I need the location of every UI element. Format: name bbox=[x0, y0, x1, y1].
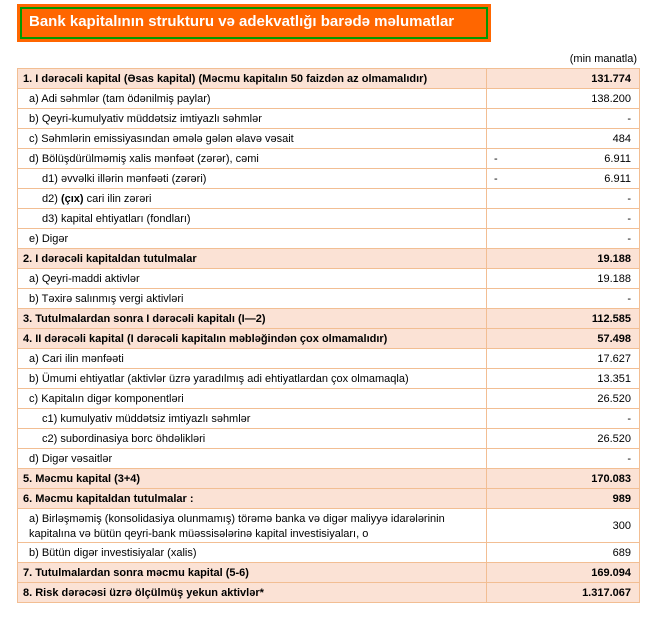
row-amount: 19.188 bbox=[597, 272, 631, 285]
row-amount: 26.520 bbox=[597, 392, 631, 405]
row-amount: - bbox=[627, 232, 631, 245]
table-row bbox=[18, 389, 639, 409]
table-row bbox=[18, 229, 639, 249]
minus-sign: - bbox=[494, 152, 498, 165]
row-value bbox=[487, 409, 639, 428]
capital-table bbox=[17, 68, 640, 603]
row-label: d) Bölüşdürülməmiş xalis mənfəət (zərər), cəmi bbox=[18, 149, 487, 168]
row-amount: 169.094 bbox=[591, 566, 631, 579]
row-amount: 300 bbox=[612, 519, 631, 532]
row-value bbox=[487, 583, 639, 602]
row-label: 4. II dərəcəli kapital (I dərəcəli kapitalın məbləğindən çox olmamalıdır) bbox=[18, 329, 487, 348]
row-amount: 484 bbox=[612, 132, 631, 145]
row-value bbox=[487, 149, 639, 168]
table-row bbox=[18, 409, 639, 429]
table-row bbox=[18, 543, 639, 563]
row-value bbox=[487, 449, 639, 468]
row-label: c2) subordinasiya borc öhdəlikləri bbox=[18, 429, 487, 448]
row-label: 8. Risk dərəcəsi üzrə ölçülmüş yekun aktivlər* bbox=[18, 583, 487, 602]
row-value bbox=[487, 543, 639, 562]
row-amount: 112.585 bbox=[591, 312, 631, 325]
row-value bbox=[487, 249, 639, 268]
row-label: a) Adi səhmlər (tam ödənilmiş paylar) bbox=[18, 89, 487, 108]
row-label: 1. I dərəcəli kapital (Əsas kapital) (Məcmu kapitalın 50 faizdən az olmamalıdır) bbox=[18, 69, 487, 88]
row-label: c1) kumulyativ müddətsiz imtiyazlı səhmlər bbox=[18, 409, 487, 428]
row-value bbox=[487, 509, 639, 542]
row-amount: 170.083 bbox=[591, 472, 631, 485]
row-label: c) Səhmlərin emissiyasından əmələ gələn əlavə vəsait bbox=[18, 129, 487, 148]
row-amount: - bbox=[627, 292, 631, 305]
row-label bbox=[18, 189, 487, 208]
minus-sign: - bbox=[494, 172, 498, 185]
row-amount: 26.520 bbox=[597, 432, 631, 445]
row-amount: 19.188 bbox=[597, 252, 631, 265]
row-label-part: cari ilin zərəri bbox=[83, 193, 152, 206]
row-label: a) Qeyri-maddi aktivlər bbox=[18, 269, 487, 288]
table-row bbox=[18, 429, 639, 449]
header-green-frame bbox=[20, 7, 488, 39]
row-amount: 17.627 bbox=[597, 352, 631, 365]
row-label: 5. Məcmu kapital (3+4) bbox=[18, 469, 487, 488]
table-row bbox=[18, 149, 639, 169]
row-value bbox=[487, 429, 639, 448]
row-value bbox=[487, 563, 639, 582]
row-value bbox=[487, 489, 639, 508]
row-amount: - bbox=[627, 192, 631, 205]
row-amount: 138.200 bbox=[591, 92, 631, 105]
row-amount: 6.911 bbox=[604, 172, 631, 185]
row-label: a) Cari ilin mənfəəti bbox=[18, 349, 487, 368]
row-value bbox=[487, 89, 639, 108]
table-row bbox=[18, 583, 639, 603]
row-value bbox=[487, 389, 639, 408]
row-amount: 989 bbox=[612, 492, 631, 505]
row-value bbox=[487, 269, 639, 288]
row-amount: - bbox=[627, 112, 631, 125]
table-row bbox=[18, 249, 639, 269]
row-amount: 57.498 bbox=[597, 332, 631, 345]
table-row bbox=[18, 189, 639, 209]
row-label: 6. Məcmu kapitaldan tutulmalar : bbox=[18, 489, 487, 508]
row-label: d3) kapital ehtiyatları (fondları) bbox=[18, 209, 487, 228]
row-amount: 689 bbox=[612, 546, 631, 559]
row-amount: 1.317.067 bbox=[582, 586, 631, 599]
row-label: 2. I dərəcəli kapitaldan tutulmalar bbox=[18, 249, 487, 268]
row-amount: 13.351 bbox=[597, 372, 631, 385]
table-row bbox=[18, 129, 639, 149]
row-amount: 6.911 bbox=[604, 152, 631, 165]
table-row bbox=[18, 309, 639, 329]
row-value bbox=[487, 309, 639, 328]
row-label: b) Təxirə salınmış vergi aktivləri bbox=[18, 289, 487, 308]
table-row bbox=[18, 209, 639, 229]
row-value bbox=[487, 329, 639, 348]
row-label: a) Birləşməmiş (konsolidasiya olunmamış) törəmə banka və digər maliyyə idarələrinin kapitalına və bütün qeyri-bank müəssisələrinə kapital investisiyaları, o bbox=[18, 509, 487, 542]
row-value bbox=[487, 289, 639, 308]
row-value bbox=[487, 369, 639, 388]
table-row bbox=[18, 289, 639, 309]
table-row bbox=[18, 563, 639, 583]
unit-note: (min manatla) bbox=[569, 53, 637, 66]
row-label: b) Bütün digər investisiyalar (xalis) bbox=[18, 543, 487, 562]
table-row bbox=[18, 329, 639, 349]
table-row bbox=[18, 109, 639, 129]
row-value bbox=[487, 169, 639, 188]
table-row bbox=[18, 69, 639, 89]
page-title: Bank kapitalının strukturu və adekvatlığı barədə məlumatlar bbox=[29, 13, 455, 30]
table-row bbox=[18, 509, 639, 543]
table-row bbox=[18, 349, 639, 369]
row-label: d) Digər vəsaitlər bbox=[18, 449, 487, 468]
table-row bbox=[18, 169, 639, 189]
row-value bbox=[487, 129, 639, 148]
row-value bbox=[487, 229, 639, 248]
row-label: e) Digər bbox=[18, 229, 487, 248]
row-label: d1) əvvəlki illərin mənfəəti (zərəri) bbox=[18, 169, 487, 188]
table-row bbox=[18, 269, 639, 289]
table-row bbox=[18, 89, 639, 109]
row-label: 3. Tutulmalardan sonra I dərəcəli kapitalı (I—2) bbox=[18, 309, 487, 328]
row-amount: - bbox=[627, 212, 631, 225]
row-amount: - bbox=[627, 452, 631, 465]
row-value bbox=[487, 109, 639, 128]
row-value bbox=[487, 349, 639, 368]
row-value bbox=[487, 189, 639, 208]
table-row bbox=[18, 369, 639, 389]
row-value bbox=[487, 69, 639, 88]
row-label: b) Ümumi ehtiyatlar (aktivlər üzrə yaradılmış adi ehtiyatlardan çox olmamaqla) bbox=[18, 369, 487, 388]
table-row bbox=[18, 449, 639, 469]
table-row bbox=[18, 489, 639, 509]
report-header bbox=[17, 4, 491, 42]
row-label-bold-part: (çıx) bbox=[60, 193, 84, 206]
row-amount: 131.774 bbox=[591, 72, 631, 85]
row-value bbox=[487, 469, 639, 488]
row-value bbox=[487, 209, 639, 228]
row-label: 7. Tutulmalardan sonra məcmu kapital (5-6) bbox=[18, 563, 487, 582]
row-label: b) Qeyri-kumulyativ müddətsiz imtiyazlı səhmlər bbox=[18, 109, 487, 128]
table-row bbox=[18, 469, 639, 489]
row-amount: - bbox=[627, 412, 631, 425]
row-label-part: d2) bbox=[42, 193, 61, 206]
row-label: c) Kapitalın digər komponentləri bbox=[18, 389, 487, 408]
